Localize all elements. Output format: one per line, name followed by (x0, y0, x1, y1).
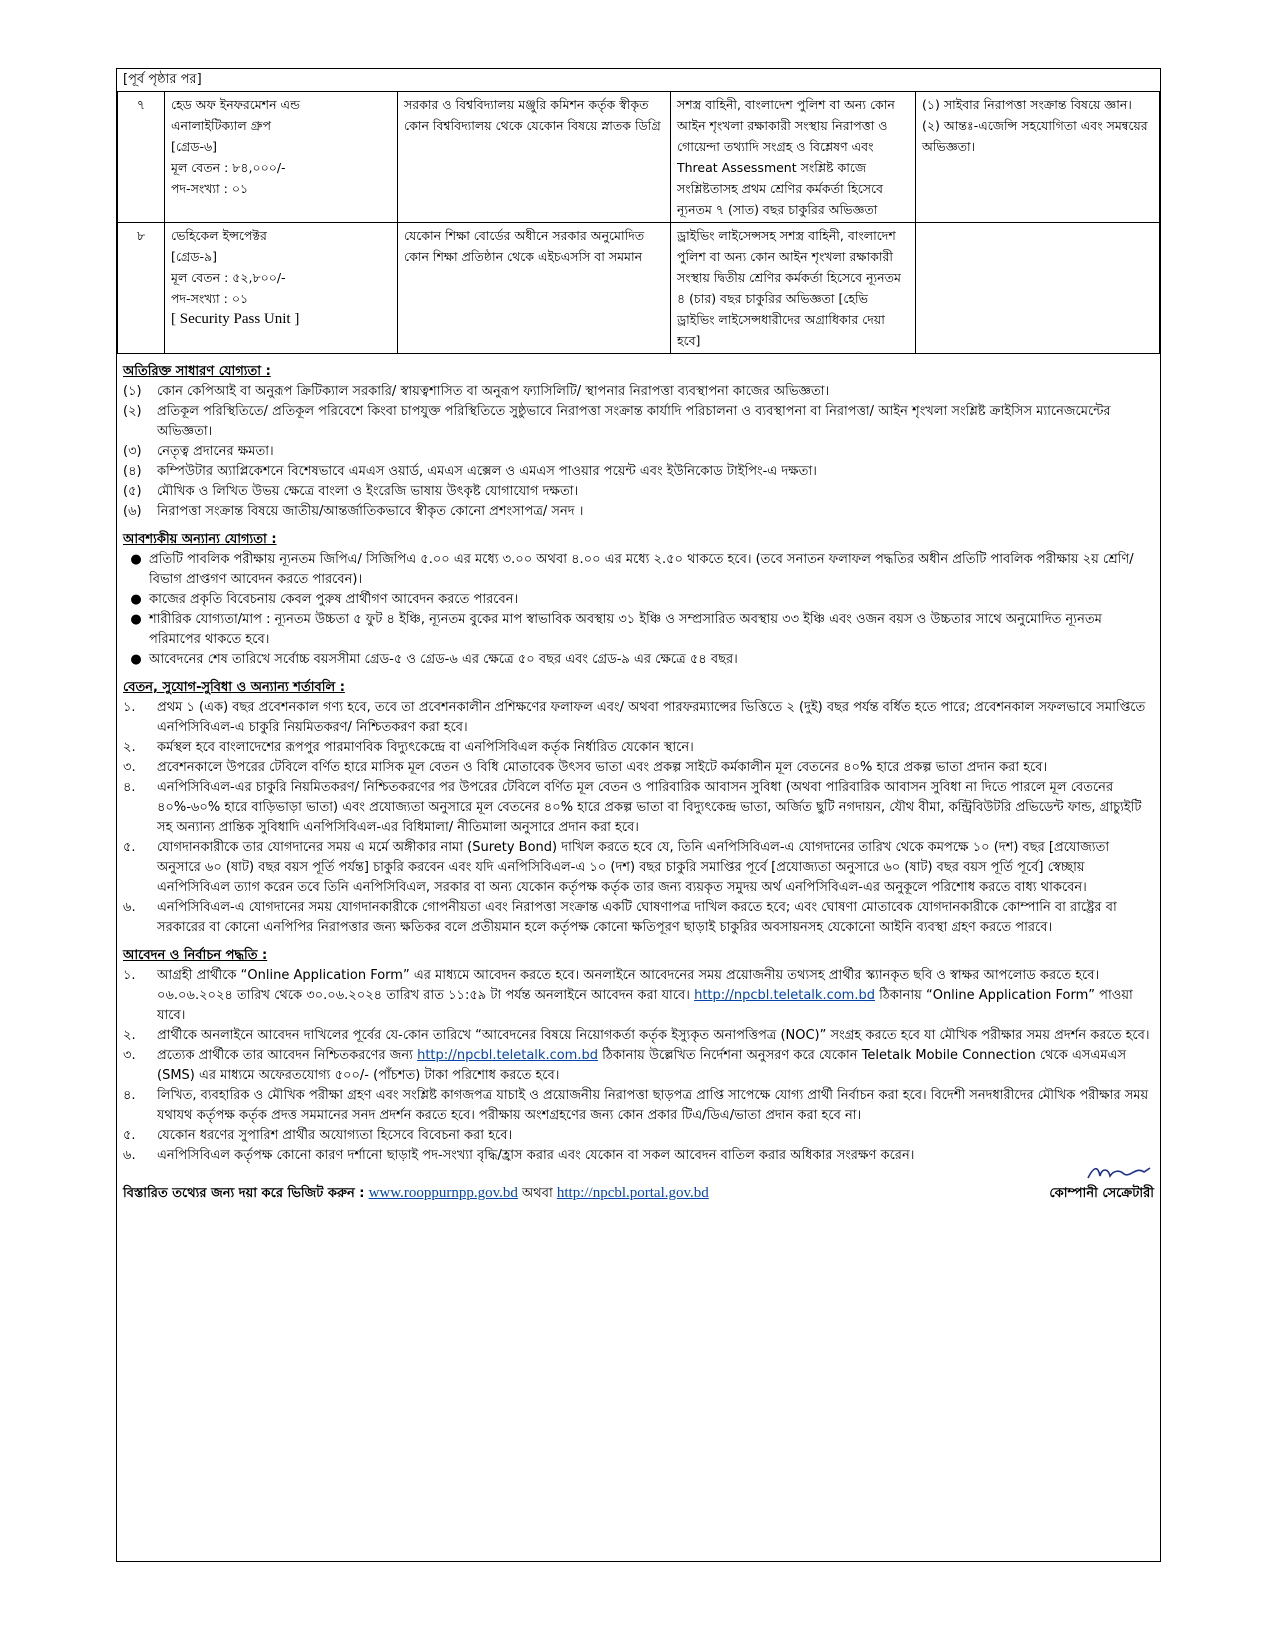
item-text: মৌখিক ও লিখিত উভয় ক্ষেত্রে বাংলা ও ইংরেজি ভাষায় উৎকৃষ্ট যোগাযোগ দক্ষতা। (157, 484, 579, 499)
education-cell: যেকোন শিক্ষা বোর্ডের অধীনে সরকার অনুমোদিত কোন শিক্ষা প্রতিষ্ঠান থেকে এইচএসসি বা সমমান (398, 223, 671, 354)
list-item (123, 966, 1154, 1026)
item-text: যেকোন ধরণের সুপারিশ প্রার্থীর অযোগ্যতা হিসেবে বিবেচনা করা হবে। (157, 1128, 513, 1143)
experience-cell: সশস্ত্র বাহিনী, বাংলাদেশ পুলিশ বা অন্য কোন আইন শৃংখলা রক্ষাকারী সংস্থায় নিরাপত্তা ও গোয়েন্দা তথ্যাদি সংগ্রহ ও বিশ্লেষণ এবং Threat Assessment সংশ্লিষ্ট কাজে সংশ্লিষ্টতাসহ প্রথম শ্রেণির কর্মকর্তা হিসেবে ন্যূনতম ৭ (সাত) বছর চাকুরির অভিজ্ঞতা (671, 92, 916, 223)
item-text-part: ঠিকানায় “Online Application Form” পাওয়া যাবে। (157, 988, 1133, 1023)
item-number: ৪. (123, 1088, 136, 1103)
item-text-part: আগ্রহী প্রার্থীকে “Online Application Form” এর মাধ্যমে আবেদন করতে হবে। অনলাইনে আবেদনের সময় প্রয়োজনীয় তথ্যসহ প্রার্থীর স্ক্যানকৃত ছবি ও স্বাক্ষর আপলোড করতে হবে। ০৬.০৬.২০২৪ তারিখ থেকে ৩০.০৬.২০২৪ তারিখ রাত ১১:৫৯ টা পর্যন্ত অনলাইনে আবেদন করা যাবে। (157, 968, 1100, 1003)
item-text: প্রতিটি পাবলিক পরীক্ষায় ন্যূনতম জিপিএ/ সিজিপিএ ৫.০০ এর মধ্যে ৩.০০ অথবা ৪.০০ এর মধ্যে ২.৫০ থাকতে হবে। (তবে সনাতন ফলাফল পদ্ধতির অধীন প্রতিটি পাবলিক পরীক্ষায় ২য় শ্রেণি/ বিভাগ প্রাপ্তগণ আবেদন করতে পারবেন)। (149, 552, 1134, 587)
item-text: শারীরিক যোগ্যতা/মাপ : ন্যূনতম উচ্চতা ৫ ফুট ৪ ইঞ্চি, ন্যূনতম বুকের মাপ স্বাভাবিক অবস্থায় ৩১ ইঞ্চি ও সম্প্রসারিত অবস্থায় ৩৩ ইঞ্চি এবং ওজন বয়স ও উচ্চতার সাথে অনুমোদিত ন্যূনতম পরিমাপের থাকতে হবে। (149, 612, 1102, 647)
list-item (123, 1026, 1154, 1046)
item-number: (২) (123, 404, 142, 419)
item-text-part: ঠিকানায় উল্লেখিত নির্দেশনা অনুসরণ করে যেকোন Teletalk Mobile Connection থেকে এসএমএস (SMS) এর মাধ্যমে অফেরতযোগ্য ৫০০/- (পাঁচশত) টাকা পরিশোধ করতে হবে। (157, 1048, 1127, 1083)
rooppurnpp-link[interactable]: www.rooppurnpp.gov.bd (368, 1185, 518, 1201)
item-number: (৫) (123, 484, 142, 499)
post-line: পদ-সংখ্যা : ০১ (171, 291, 249, 306)
footer-lead: বিস্তারিত তথ্যের জন্য দয়া করে ভিজিট করুন : (123, 1186, 365, 1201)
footer-links (123, 1184, 709, 1205)
post-line: পদ-সংখ্যা : ০১ (171, 181, 249, 196)
post-line: এনালাইটিক্যাল গ্রুপ (171, 118, 271, 133)
bullet-icon: ● (130, 612, 142, 627)
other-line: (১) সাইবার নিরাপত্তা সংক্রান্ত বিষয়ে জ্ঞান। (922, 97, 1132, 112)
list-item (123, 482, 1154, 502)
positions-table (117, 91, 1160, 354)
list-item (123, 1086, 1154, 1126)
application-section (117, 946, 1160, 1166)
item-text: প্রবেশনকালে উপরের টেবিলে বর্ণিত হারে মাসিক মূল বেতন ও বিধি মোতাবেক উৎসব ভাতা এবং প্রকল্প সাইটে কর্মকালীন মূল বেতনের ৪০% হারে প্রকল্প ভাতা প্রদান করা হবে। (157, 760, 1048, 775)
item-text: লিখিত, ব্যবহারিক ও মৌখিক পরীক্ষা গ্রহণ এবং সংশ্লিষ্ট কাগজপত্র যাচাই ও প্রয়োজনীয় নিরাপত্তা ছাড়পত্র প্রাপ্তি সাপেক্ষে যোগ্য প্রার্থী নির্বাচন করা হবে। বিদেশী সনদধারীদের মৌখিক পরীক্ষার সময় যথাযথ কর্তৃপক্ষ কর্তৃক প্রদত্ত সমমানের সনদ প্রদর্শন করতে হবে। পরীক্ষায় অংশগ্রহণের জন্য কোন প্রকার টিএ/ডিএ/ভাতা প্রদান করা হবে না। (157, 1088, 1149, 1123)
list-item (123, 550, 1154, 590)
item-text: এনপিসিবিএল কর্তৃপক্ষ কোনো কারণ দর্শানো ছাড়াই পদ-সংখ্যা বৃদ্ধি/হ্রাস করার এবং যেকোন বা সকল আবেদন বাতিল করার অধিকার সংরক্ষণ করেন। (157, 1148, 915, 1163)
list-item (123, 462, 1154, 482)
list-item (123, 590, 1154, 610)
list-item (123, 838, 1154, 898)
bullet-icon: ● (130, 652, 142, 667)
teletalk-link[interactable]: http://npcbl.teletalk.com.bd (694, 988, 875, 1003)
list-item (123, 650, 1154, 670)
other-cell (916, 92, 1160, 223)
other-cell (916, 223, 1160, 354)
document-frame (116, 68, 1161, 1562)
post-line: মূল বেতন : ৮৪,০০০/- (171, 160, 286, 175)
serial-cell: ৮ (118, 223, 165, 354)
item-text: প্রতিকূল পরিস্থিতিতে/ প্রতিকূল পরিবেশে কিংবা চাপযুক্ত পরিস্থিতিতে সুষ্ঠুভাবে নিরাপত্তা সংক্রান্ত কার্যাদি পরিচালনা ও ব্যবস্থাপনা বা নিরাপত্তা/ আইন শৃংখলা সংশ্লিষ্ট ক্রাইসিস ম্যানেজমেন্টের অভিজ্ঞতা। (157, 404, 1111, 439)
table-row (118, 223, 1160, 354)
list-item (123, 1146, 1154, 1166)
post-line: মূল বেতন : ৫২,৮০০/- (171, 270, 286, 285)
required-qualifications-section (117, 530, 1160, 670)
item-text: নিরাপত্তা সংক্রান্ত বিষয়ে জাতীয়/আন্তর্জাতিকভাবে স্বীকৃত কোনো প্রশংসাপত্র/ সনদ । (157, 504, 584, 519)
item-number: ৫. (123, 1128, 136, 1143)
item-number: ১. (123, 700, 136, 715)
item-number: ৬. (123, 900, 136, 915)
section-heading: অতিরিক্ত সাধারণ যোগ্যতা : (123, 364, 271, 379)
item-number: (৪) (123, 464, 142, 479)
post-cell (165, 223, 398, 354)
item-text: প্রথম ১ (এক) বছর প্রবেশনকাল গণ্য হবে, তবে তা প্রবেশনকালীন প্রশিক্ষণের ফলাফল এবং/ অথবা পারফরম্যান্সের ভিত্তিতে ২ (দুই) বছর পর্যন্ত বর্ধিত হতে পারে; প্রবেশনকাল সফলভাবে সমাপ্তিতে এনপিসিবিএল-এ চাকুরি নিয়মিতকরণ/ নিশ্চিতকরণ করা হবে। (157, 700, 1146, 735)
item-number: (৬) (123, 504, 142, 519)
section-heading: আবশ্যকীয় অন্যান্য যোগ্যতা : (123, 532, 277, 547)
general-qualifications-section (117, 362, 1160, 522)
item-number: ২. (123, 740, 136, 755)
post-line: ভেহিকেল ইন্সপেক্টর (171, 228, 267, 243)
item-text: কম্পিউটার অ্যাপ্লিকেশনে বিশেষভাবে এমএস ওয়ার্ড, এমএস এক্সেল ও এমএস পাওয়ার পয়েন্ট এবং ইউনিকোড টাইপিং-এ দক্ষতা। (157, 464, 817, 479)
list-item (123, 402, 1154, 442)
post-line: হেড অফ ইনফরমেশন এন্ড (171, 97, 301, 112)
bullet-icon: ● (130, 552, 142, 567)
item-number: (৩) (123, 444, 142, 459)
item-text: কাজের প্রকৃতি বিবেচনায় কেবল পুরুষ প্রার্থীগণ আবেদন করতে পারবেন। (149, 592, 519, 607)
section-heading: বেতন, সুযোগ-সুবিধা ও অন্যান্য শর্তাবলি : (123, 680, 345, 695)
list-item (123, 898, 1154, 938)
post-line: [গ্রেড-৯] (171, 249, 218, 264)
other-line: (২) আন্তঃ-এজেন্সি সহযোগিতা এবং সমন্বয়ের অভিজ্ঞতা। (922, 118, 1148, 154)
bullet-icon: ● (130, 592, 142, 607)
item-number: ২. (123, 1028, 136, 1043)
list-item (123, 698, 1154, 738)
item-number: (১) (123, 384, 142, 399)
post-line: [গ্রেড-৬] (171, 139, 218, 154)
list-item (123, 758, 1154, 778)
item-number: ৩. (123, 760, 136, 775)
list-item (123, 778, 1154, 838)
item-text: নেতৃত্ব প্রদানের ক্ষমতা। (157, 444, 274, 459)
item-text: কোন কেপিআই বা অনুরূপ ক্রিটিক্যাল সরকারি/ স্বায়ত্বশাসিত বা অনুরূপ ফ্যাসিলিটি/ স্থাপনার নিরাপত্তা ব্যবস্থাপনা কাজের অভিজ্ঞতা। (157, 384, 830, 399)
footer (117, 1170, 1160, 1205)
table-row (118, 92, 1160, 223)
item-number: ৫. (123, 840, 136, 855)
experience-cell: ড্রাইভিং লাইসেন্সসহ সশস্ত্র বাহিনী, বাংলাদেশ পুলিশ বা অন্য কোন আইন শৃংখলা রক্ষাকারী সংস্থায় দ্বিতীয় শ্রেণির কর্মকর্তা হিসেবে ন্যূনতম ৪ (চার) বছর চাকুরির অভিজ্ঞতা [হেভি ড্রাইভিং লাইসেন্সধারীদের অগ্রাধিকার দেয়া হবে] (671, 223, 916, 354)
serial-cell: ৭ (118, 92, 165, 223)
list-item (123, 738, 1154, 758)
item-text: এনপিসিবিএল-এ যোগদানের সময় যোগদানকারীকে গোপনীয়তা এবং নিরাপত্তা সংক্রান্ত একটি ঘোষণাপত্র দাখিল করতে হবে; এবং ঘোষণা মোতাবেক যোগদানকারীকে কোম্পানি বা রাষ্ট্রের বা সরকারের বা কোনো এনপিপির নিরাপত্তার জন্য ক্ষতিকর বলে প্রতীয়মান হলে কর্তৃপক্ষ কোনো ক্ষতিপূরণ ছাড়াই চাকুরির অবসায়নসহ যেকোনো আইনি ব্যবস্থা গ্রহণ করতে পারবে। (157, 900, 1117, 935)
section-heading: আবেদন ও নির্বাচন পদ্ধতি : (123, 948, 268, 963)
list-item (123, 502, 1154, 522)
item-text: এনপিসিবিএল-এর চাকুরি নিয়মিতকরণ/ নিশ্চিতকরণের পর উপরের টেবিলে বর্ণিত মূল বেতন ও পারিবারিক আবাসন সুবিধা (অথবা পারিবারিক আবাসন সুবিধা না দিতে পারলে মূল বেতনের ৪০%-৬০% হারে বাড়িভাড়া ভাতা) এবং প্রযোজ্যতা অনুসারে মূল বেতনের ৪০% হারে প্রকল্প ভাতা বা বিদ্যুৎকেন্দ্র ভাতা, অর্জিত ছুটি নগদায়ন, যৌথ বীমা, কন্ট্রিবিউটরি প্রভিডেন্ট ফান্ড, গ্রাচ্যুইটি সহ অন্যান্য প্রান্তিক সুবিধাদি এনপিসিবিএল-এর বিধিমালা/ নীতিমালা অনুসারে প্রদান করা হবে। (157, 780, 1142, 835)
post-line: [ Security Pass Unit ] (171, 311, 300, 327)
item-text: যোগদানকারীকে তার যোগদানের সময় এ মর্মে অঙ্গীকার নামা (Surety Bond) দাখিল করতে হবে যে, তিনি এনপিসিবিএল-এ যোগদানের তারিখ থেকে কমপক্ষে ১০ (দশ) বছর [প্রযোজ্যতা অনুসারে ৬০ (ষাট) বছর বয়স পূর্তি পর্যন্ত] চাকুরি করবেন এবং যদি এনপিসিবিএল-এ ১০ (দশ) বছর চাকুরি সমাপ্তির পূর্বে [প্রযোজ্যতা অনুসারে ৬০ (ষাট) বছর বয়স পূর্তি পূর্বে] স্বেচ্ছায় এনপিসিবিএল ত্যাগ করেন তবে তিনি এনপিসিবিএল, সরকার বা অন্য যেকোন কর্তৃপক্ষ কর্তৃক তার জন্য ব্যয়কৃত সমুদয় অর্থ এনপিসিবিএল-এর অনুকূলে পরিশোধ করতে বাধ্য থাকবেন। (157, 840, 1110, 895)
item-number: ৩. (123, 1048, 136, 1063)
post-cell (165, 92, 398, 223)
item-number: ৪. (123, 780, 136, 795)
signature-label: কোম্পানী সেক্রেটারী (1049, 1186, 1154, 1201)
item-text: আবেদনের শেষ তারিখে সর্বোচ্চ বয়সসীমা গ্রেড-৫ ও গ্রেড-৬ এর ক্ষেত্রে ৫০ বছর এবং গ্রেড-৯ এর ক্ষেত্রে ৫৪ বছর। (149, 652, 738, 667)
item-text: প্রার্থীকে অনলাইনে আবেদন দাখিলের পূর্বের যে-কোন তারিখে “আবেদনের বিষয়ে নিয়োগকর্তা কর্তৃক ইস্যুকৃত অনাপত্তিপত্র (NOC)” সংগ্রহ করতে হবে যা মৌখিক পরীক্ষার সময় প্রদর্শন করতে হবে। (157, 1028, 1150, 1043)
education-cell: সরকার ও বিশ্ববিদ্যালয় মঞ্জুরি কমিশন কর্তৃক স্বীকৃত কোন বিশ্ববিদ্যালয় থেকে যেকোন বিষয়ে স্নাতক ডিগ্রি (398, 92, 671, 223)
continuation-note: [পূর্ব পৃষ্ঠার পর] (123, 72, 202, 87)
teletalk-link[interactable]: http://npcbl.teletalk.com.bd (417, 1048, 598, 1063)
list-item (123, 442, 1154, 462)
item-number: ৬. (123, 1148, 136, 1163)
item-text (157, 1046, 1154, 1086)
footer-or: অথবা (522, 1186, 553, 1201)
item-number: ১. (123, 968, 136, 983)
list-item (123, 610, 1154, 650)
list-item (123, 382, 1154, 402)
salary-conditions-section (117, 678, 1160, 938)
signature-icon (1084, 1162, 1154, 1184)
list-item (123, 1046, 1154, 1086)
list-item (123, 1126, 1154, 1146)
signature-block (1049, 1170, 1154, 1205)
item-text: কর্মস্থল হবে বাংলাদেশের রূপপুর পারমাণবিক বিদ্যুৎকেন্দ্রে বা এনপিসিবিএল কর্তৃক নির্ধারিত যেকোন স্থানে। (157, 740, 694, 755)
item-text (157, 966, 1154, 1026)
npcbl-portal-link[interactable]: http://npcbl.portal.gov.bd (556, 1185, 709, 1201)
item-text-part: প্রত্যেক প্রার্থীকে তার আবেদন নিশ্চিতকরণের জন্য (157, 1048, 413, 1063)
